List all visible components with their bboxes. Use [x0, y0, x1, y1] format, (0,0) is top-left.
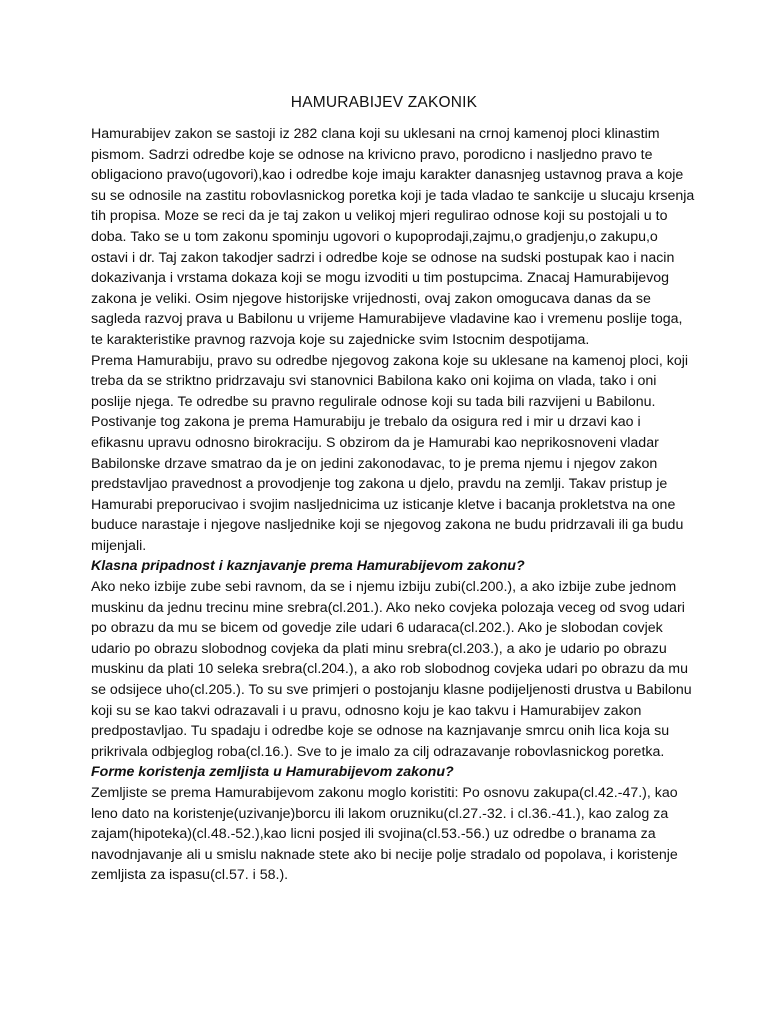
text-line: zajam(hipoteka)(cl.48.-52.),kao licni posjed ili svojina(cl.53.-56.) uz odredbe o branama za: [91, 826, 656, 843]
text-line: Zemljiste se prema Hamurabijevom zakonu moglo koristiti: Po osnovu zakupa(cl.42.-47.), kao: [91, 785, 678, 801]
text-line: leno dato na koristenje(uzivanje)borcu ili lakom oruzniku(cl.27.-32. i cl.36.-41.), kao zalog za: [91, 805, 669, 822]
text-line: muskinu da plati 10 seleka srebra(cl.204.), a ako rob slobodnog covjeka udari po obrazu da mu: [91, 661, 689, 678]
text-line: sagleda razvoj prava u Babilonu u vrijeme Hamurabijeve vladavine kao i vremenu poslije toga,: [91, 311, 683, 328]
text-line: prikrivala odbjeglog roba(cl.16.). Sve to je imalo za cilj odrazavanje robovlasnickog poretka.: [91, 743, 665, 760]
text-line: treba da se striktno pridrzavaju svi stanovnici Babilona kako oni kojima on vlada, tako i oni: [91, 373, 657, 390]
text-line: efikasnu upravu odnosno birokraciju. S obzirom da je Hamurabi kao neprikosnoveni vladar: [91, 434, 659, 451]
document-title: HAMURABIJEV ZAKONIK: [290, 94, 478, 111]
text-line: Ako neko izbije zube sebi ravnom, da se i njemu izbiju zubi(cl.200.), a ako izbije zube jednom: [91, 579, 677, 596]
text-line: koji su se kao takvi odrazavali i u pravu, odnosno koju je kao takvu i Hamurabijev zakon: [91, 702, 642, 719]
text-line: Postivanje tog zakona je prema Hamurabiju je trebalo da osigura red i mir u drzavi kao i: [91, 414, 641, 431]
text-line: udario po obrazu slobodnog covjeka da plati minu srebra(cl.203.), a ako je udario po obrazu: [91, 640, 667, 657]
section-heading: Klasna pripadnost i kaznjavanje prema Hamurabijevom zakonu?: [91, 558, 525, 575]
text-line: muskinu da jednu trecinu mine srebra(cl.201.). Ako neko covjeka polozaja veceg od svog udari: [91, 599, 685, 616]
text-line: poslije njega. Te odredbe su pravno regulirale odnose koji su tada bili razvijeni u Babilonu.: [91, 393, 656, 410]
text-line: te karakteristike pravnog razvoja koje su zajednicke svim Istocnim despotijama.: [91, 331, 590, 348]
text-line: se odsijece uho(cl.205.). To su sve primjeri o postojanju klasne podijeljenosti drustva u Babilonu: [91, 682, 692, 699]
text-line: tih propisa. Moze se reci da je taj zakon u velikoj mjeri regulirao odnose koji su postojali u to: [91, 208, 668, 225]
text-line: su se odnosile na zastitu robovlasnickog poretka koji je tada vladao te sankcije u slucaju krsenja: [91, 187, 695, 204]
text-line: buduce narastaje i njegove nasljednike koji se njegovog zakona ne budu pridrzavali ili ga budu: [91, 517, 684, 534]
text-line: mijenjali.: [91, 537, 147, 554]
text-line: predstavljao pravednost a provodjenje tog zakona u djelo, pravdu na zemlji. Takav pristup je: [91, 476, 668, 493]
text-line: doba. Tako se u tom zakonu spominju ugovori o kupoprodaji,zajmu,o gradjenju,o zakupu,o: [91, 228, 658, 245]
text-line: ostavi i dr. Taj zakon takodjer sadrzi i odredbe koje se odnose na sudski postupak kao i nacin: [91, 249, 675, 266]
text-line: obligaciono pravo(ugovori),kao i odredbe koje imaju karakter danasnjeg ustavnog prava a koje: [91, 167, 684, 184]
text-line: zakona je veliki. Osim njegove historijske vrijednosti, ovaj zakon omogucava danas da se: [91, 290, 651, 307]
text-line: zemljista za ispasu(cl.57. i 58.).: [91, 867, 289, 884]
section-heading: Forme koristenja zemljista u Hamurabijevom zakonu?: [91, 764, 454, 781]
text-line: navodnjavanje ali u smislu naknade stete ako bi necije polje stradalo od popolava, i koristenje: [91, 846, 678, 863]
text-line: dokazivanja i vrstama dokaza koji se mogu izvoditi u tim postupcima. Znacaj Hamurabijevog: [91, 270, 670, 287]
text-line: Babilonske drzave smatrao da je on jedini zakonodavac, to je prema njemu i njegov zakon: [91, 455, 658, 472]
document-body: [91, 124, 701, 886]
text-line: Hamurabi preporucivao i svojim nasljednicima uz isticanje kletve i bacanja prokletstva na one: [91, 496, 676, 513]
text-line: po obrazu da mu se bicem od govedje zile udari 6 udaraca(cl.202.). Ako je slobodan covjek: [91, 620, 663, 637]
text-line: predpostavljao. Tu spadaju i odredbe koje se odnose na kaznjavanje smrcu onih lica koja su: [91, 723, 670, 740]
text-line: pismom. Sadrzi odredbe koje se odnose na krivicno pravo, porodicno i nasljedno pravo te: [91, 146, 653, 163]
text-line: Hamurabijev zakon se sastoji iz 282 clana koji su uklesani na crnoj kamenoj ploci klinastim: [91, 126, 660, 142]
text-line: Prema Hamurabiju, pravo su odredbe njegovog zakona koje su uklesane na kamenoj ploci, koji: [91, 352, 689, 369]
